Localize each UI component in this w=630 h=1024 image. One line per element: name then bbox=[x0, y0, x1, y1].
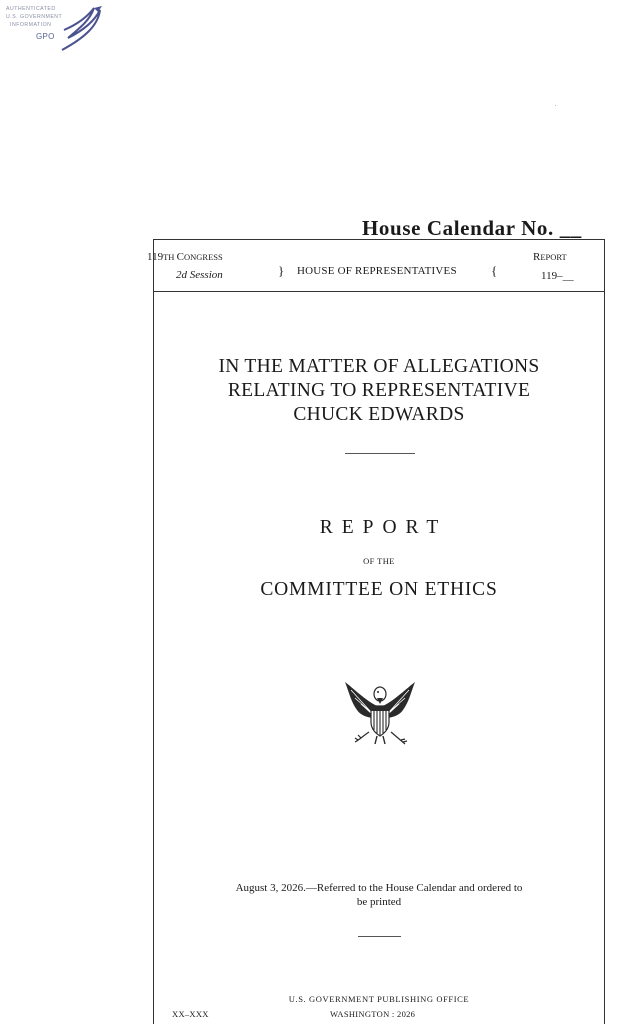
house-calendar-heading: House Calendar No. __ bbox=[362, 216, 582, 240]
referral-note bbox=[153, 881, 605, 909]
report-label bbox=[533, 251, 567, 263]
publication-place-year: WASHINGTON : 2026 bbox=[330, 1009, 416, 1019]
report-heading: REPORT bbox=[319, 517, 448, 538]
house-of-representatives-label: HOUSE OF REPRESENTATIVES bbox=[297, 265, 457, 277]
committee-name: COMMITTEE ON ETHICS bbox=[260, 579, 498, 600]
report-title bbox=[153, 355, 605, 427]
header-divider bbox=[153, 291, 605, 292]
document-code: XX–XXX bbox=[172, 1009, 209, 1019]
publisher-name: U.S. GOVERNMENT PUBLISHING OFFICE bbox=[288, 994, 470, 1004]
of-the-label: OF THE bbox=[363, 556, 395, 566]
report-word-initial: R bbox=[533, 251, 541, 263]
eagle-swoosh-icon bbox=[54, 4, 106, 52]
congress-number: 119 bbox=[147, 251, 164, 263]
logo-line-1: AUTHENTICATED bbox=[6, 6, 56, 12]
report-word-rest: EPORT bbox=[540, 252, 567, 262]
title-line-2: RELATING TO REPRESENTATIVE bbox=[227, 380, 531, 401]
referral-line-2: be printed bbox=[356, 896, 402, 908]
referral-line-1: August 3, 2026.—Referred to the House Calendar and ordered to bbox=[235, 882, 523, 894]
logo-line-3: INFORMATION bbox=[10, 22, 52, 28]
logo-line-2: U.S. GOVERNMENT bbox=[6, 14, 63, 20]
title-line-1: IN THE MATTER OF ALLEGATIONS bbox=[218, 356, 540, 377]
logo-gpo-text: GPO bbox=[36, 32, 55, 41]
congress-suffix: TH bbox=[163, 252, 175, 262]
congress-word-initial: C bbox=[176, 251, 184, 263]
great-seal-eagle-icon bbox=[341, 680, 419, 748]
right-brace: { bbox=[491, 263, 498, 278]
congress-word-rest: ONGRESS bbox=[183, 252, 223, 262]
congress-label bbox=[147, 251, 223, 263]
left-brace: } bbox=[278, 263, 285, 278]
session-label: 2d Session bbox=[176, 269, 223, 281]
gpo-authenticated-logo bbox=[6, 4, 106, 54]
title-line-3: CHUCK EDWARDS bbox=[293, 404, 465, 425]
referral-rule bbox=[358, 936, 401, 937]
title-rule bbox=[345, 453, 415, 454]
scan-speck bbox=[555, 105, 556, 106]
report-number: 119–__ bbox=[541, 270, 574, 282]
